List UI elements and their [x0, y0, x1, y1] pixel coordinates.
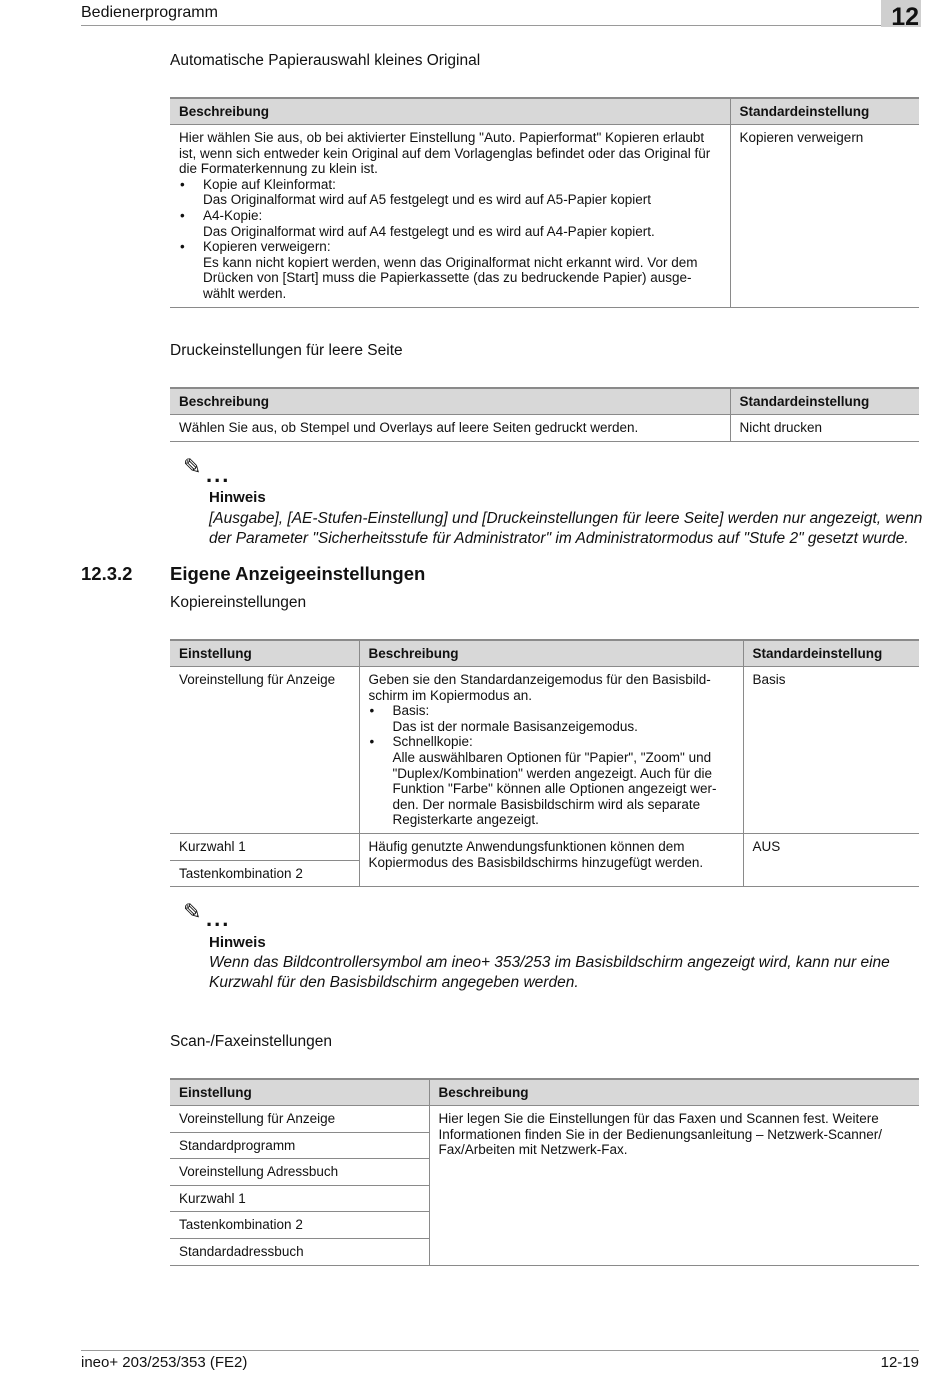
note-label: Hinweis	[209, 489, 266, 506]
page-number: 12-19	[880, 1354, 919, 1371]
option-text: Alle auswählbaren Optionen für "Papier", "Zoom" und "Duplex/Kombination" werden angezeigt. Auch für die Funktion "Farbe" können alle Optionen angezeigt wer-den. Der normale Basisbildschirm wird als separate Registerkarte angezeigt.	[392, 749, 717, 828]
default-value-cell: Kopieren verweigern	[730, 125, 919, 308]
column-header-setting: Einstellung	[170, 1079, 429, 1106]
section-title-copy-settings: Kopiereinstellungen	[170, 594, 307, 611]
header-divider	[81, 25, 881, 26]
table-row	[170, 125, 919, 308]
table-blank-page	[170, 387, 919, 442]
setting-cell: Voreinstellung für Anzeige	[170, 667, 359, 834]
note-text: [Ausgabe], [AE-Stufen-Einstellung] und [Druckeinstellungen für leere Seite] werden nur angezeigt, wenn der Parameter "Sicherheitsstufe für Administrator" im Administratormodus auf "Stufe 2" gesetzt wurde.	[209, 510, 923, 547]
option-text: Es kann nicht kopiert werden, wenn das Originalformat nicht erkannt wird. Vor dem Drücken von [Start] muss die Papierkassette (das zu bedruckende Papier) ausge-wählt werden.	[203, 254, 698, 301]
footer-product: ineo+ 203/253/353 (FE2)	[81, 1354, 248, 1371]
pencil-icon: ✎	[183, 899, 202, 924]
list-item	[179, 177, 721, 208]
default-value-cell: Basis	[743, 667, 919, 834]
table-copy-settings	[170, 639, 919, 887]
section-title-blank-page: Druckeinstellungen für leere Seite	[170, 342, 403, 359]
table-row	[170, 415, 919, 442]
option-title: • Basis:	[392, 703, 430, 719]
table-header-row	[170, 98, 919, 125]
list-item	[369, 703, 734, 734]
setting-cell: Tastenkombination 2	[170, 860, 359, 887]
section-number: 12.3.2	[81, 563, 133, 584]
column-header-default: Standardeinstellung	[730, 388, 919, 415]
column-header-description: Beschreibung	[170, 98, 730, 125]
column-header-description: Beschreibung	[359, 640, 743, 667]
option-text: Das Originalformat wird auf A5 festgelegt und es wird auf A5-Papier kopiert	[203, 192, 651, 208]
note-label: Hinweis	[209, 934, 266, 951]
table-header-row	[170, 388, 919, 415]
table-paper-selection	[170, 97, 919, 308]
option-title: • A4-Kopie:	[203, 207, 263, 223]
column-header-description: Beschreibung	[429, 1079, 919, 1106]
setting-cell: Voreinstellung Adressbuch	[170, 1159, 429, 1186]
section-heading	[0, 563, 950, 587]
setting-cell: Standardadressbuch	[170, 1238, 429, 1265]
option-text: Das Originalformat wird auf A4 festgelegt und es wird auf A4-Papier kopiert.	[203, 223, 655, 239]
ellipsis-icon: ...	[206, 462, 231, 487]
table-header-row	[170, 640, 919, 667]
section-heading-title: Eigene Anzeigeeinstellungen	[170, 563, 426, 584]
description-intro: Hier wählen Sie aus, ob bei aktivierter Einstellung "Auto. Papierformat" Kopieren erlaubt ist, wenn sich entweder kein Original auf dem Vorlagenglas befindet oder das Original für die Formaterkennung zu klein ist.	[179, 130, 711, 177]
note-text: Wenn das Bildcontrollersymbol am ineo+ 353/253 im Basisbildschirm angezeigt wird, kann nur eine Kurzwahl für den Basisbildschirm angegeben werden.	[209, 954, 890, 991]
list-item	[179, 208, 721, 239]
column-header-default: Standardeinstellung	[743, 640, 919, 667]
option-title: • Kopieren verweigern:	[203, 239, 331, 255]
description-cell: Hier legen Sie die Einstellungen für das Faxen und Scannen fest. Weitere Informationen finden Sie in der Bedienungsanleitung – Netzwerk-Scanner/ Fax/Arbeiten mit Netzwerk-Fax.	[429, 1106, 919, 1266]
setting-cell: Kurzwahl 1	[170, 833, 359, 860]
column-header-setting: Einstellung	[170, 640, 359, 667]
chapter-number-badge: 12	[881, 0, 921, 27]
column-header-default: Standardeinstellung	[730, 98, 919, 125]
section-title-paper-selection: Automatische Papierauswahl kleines Original	[170, 52, 481, 69]
description-intro: Geben sie den Standardanzeigemodus für den Basisbild-schirm im Kopiermodus an.	[368, 672, 711, 703]
option-text: Das ist der normale Basisanzeigemodus.	[392, 718, 638, 734]
setting-cell: Kurzwahl 1	[170, 1185, 429, 1212]
description-cell	[170, 125, 730, 308]
table-scan-fax	[170, 1078, 919, 1266]
description-cell	[359, 667, 743, 834]
footer-divider	[81, 1350, 919, 1351]
table-row	[170, 833, 919, 860]
table-header-row	[170, 1079, 919, 1106]
running-header: Bedienerprogramm	[81, 4, 218, 21]
section-title-scan-fax: Scan-/Faxeinstellungen	[170, 1033, 332, 1050]
option-list	[369, 703, 734, 828]
description-cell: Wählen Sie aus, ob Stempel und Overlays auf leere Seiten gedruckt werden.	[170, 415, 730, 442]
pencil-icon: ✎	[183, 454, 202, 479]
list-item	[369, 734, 734, 828]
ellipsis-icon: ...	[206, 906, 231, 931]
table-row	[170, 667, 919, 834]
default-value-cell: Nicht drucken	[730, 415, 919, 442]
list-item	[179, 239, 721, 301]
option-title: • Kopie auf Kleinformat:	[203, 176, 336, 192]
setting-cell: Standardprogramm	[170, 1132, 429, 1159]
table-row	[170, 1106, 919, 1133]
default-value-cell: AUS	[743, 833, 919, 886]
description-cell: Häufig genutzte Anwendungsfunktionen können dem Kopiermodus des Basisbildschirms hinzugefügt werden.	[359, 833, 743, 886]
setting-cell: Voreinstellung für Anzeige	[170, 1106, 429, 1133]
setting-cell: Tastenkombination 2	[170, 1212, 429, 1239]
option-list	[179, 177, 721, 302]
column-header-description: Beschreibung	[170, 388, 730, 415]
option-title: • Schnellkopie:	[392, 734, 473, 750]
